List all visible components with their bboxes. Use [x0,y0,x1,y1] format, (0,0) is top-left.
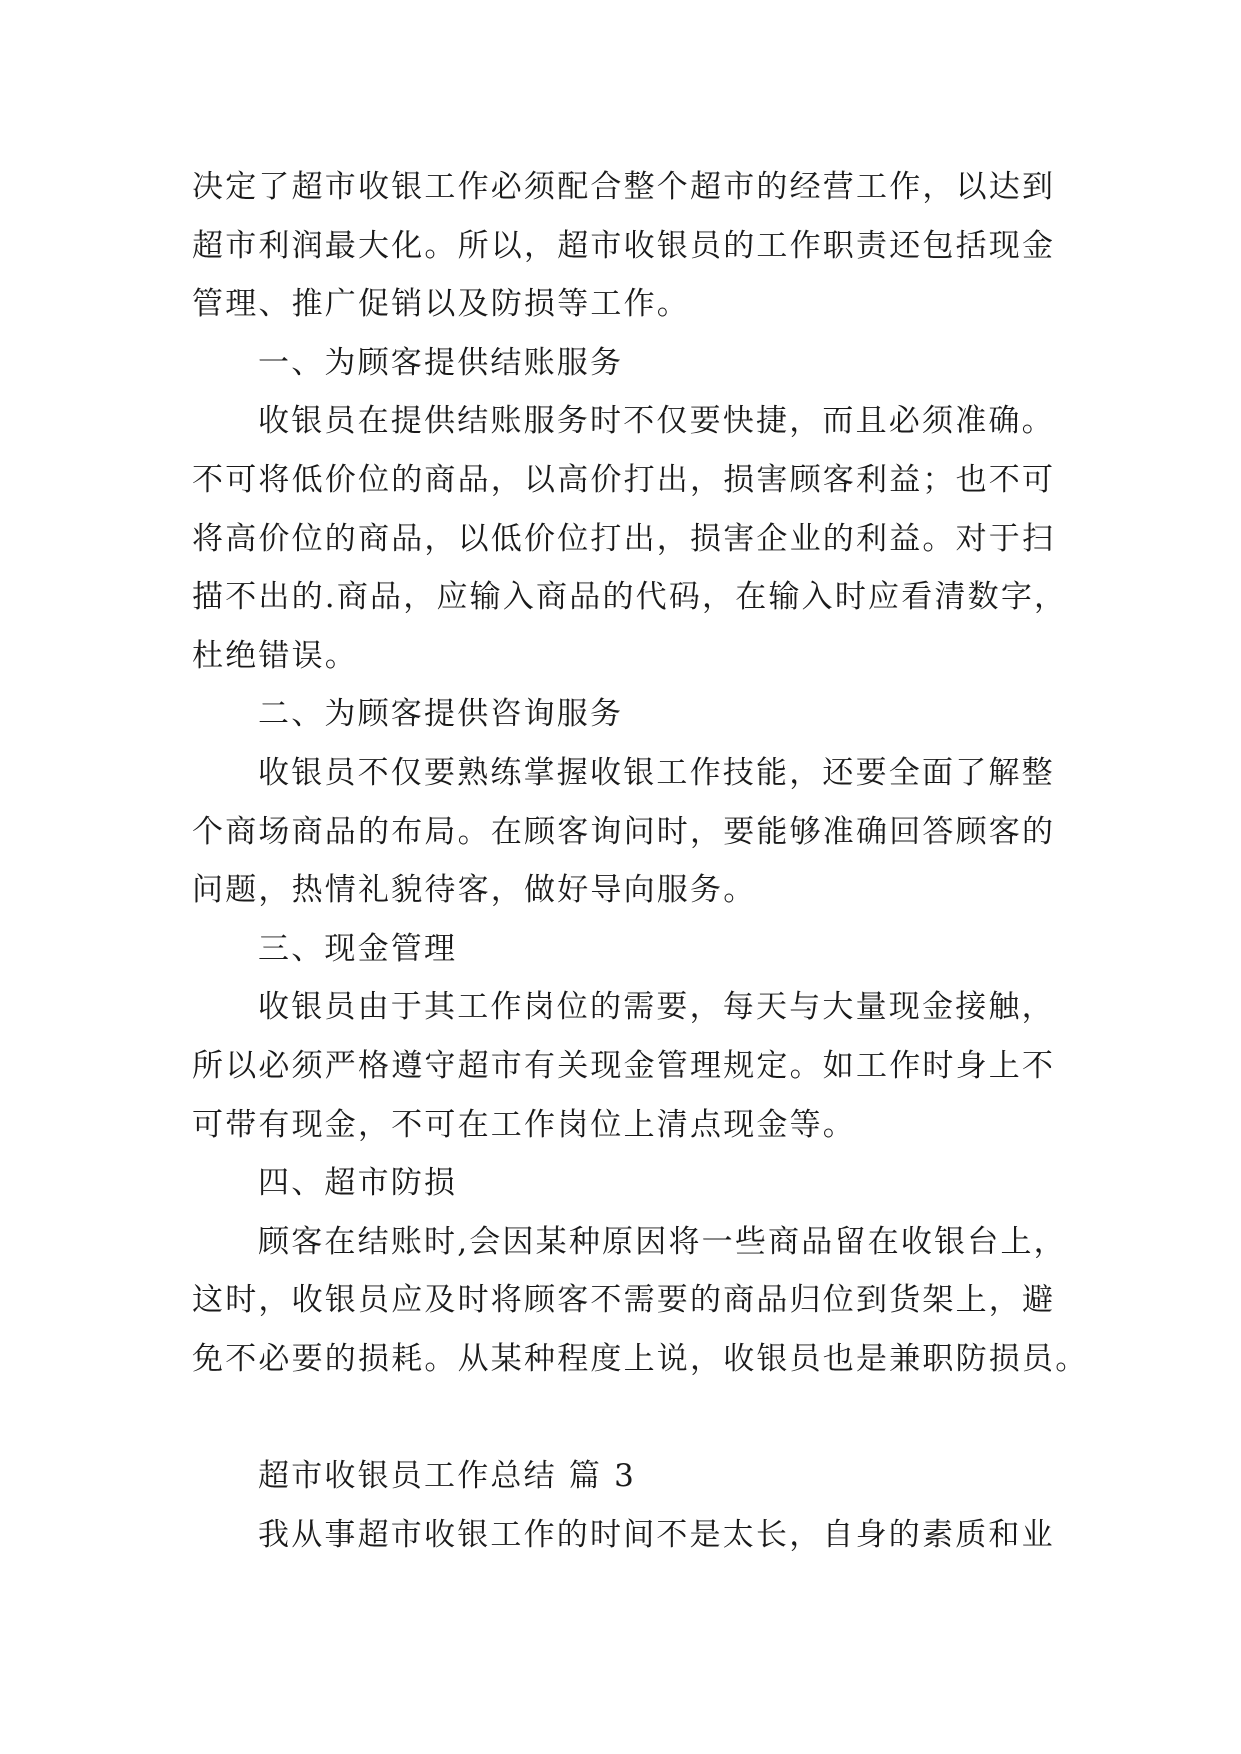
section-heading-2: 二、为顾客提供咨询服务 [258,696,624,733]
paragraph-line: 收银员由于其工作岗位的需要，每天与大量现金接触， [258,989,1055,1026]
paragraph-line: 不可将低价位的商品，以高价打出，损害顾客利益；也不可 [192,461,1056,498]
paragraph-line: 顾客在结账时,会因某种原因将一些商品留在收银台上， [258,1223,1067,1260]
paragraph-line: 将高价位的商品，以低价位打出，损害企业的利益。对于扫 [192,520,1056,557]
paragraph-line: 收银员不仅要熟练掌握收银工作技能，还要全面了解整 [258,754,1055,791]
paragraph-line: 所以必须严格遵守超市有关现金管理规定。如工作时身上不 [192,1047,1056,1084]
article-title: 超市收银员工作总结 篇 3 [258,1458,637,1495]
paragraph-line: 这时，收银员应及时将顾客不需要的商品归位到货架上，避 [192,1282,1056,1319]
section-heading-1: 一、为顾客提供结账服务 [258,344,624,381]
paragraph-line: 描不出的.商品，应输入商品的代码，在输入时应看清数字， [192,579,1068,616]
paragraph-line: 问题，热情礼貌待客，做好导向服务。 [192,872,757,909]
paragraph-line: 可带有现金，不可在工作岗位上清点现金等。 [192,1106,856,1143]
blank-line [192,1388,1054,1447]
paragraph-line: 杜绝错误。 [192,637,358,674]
paragraph-line: 管理、推广促销以及防损等工作。 [192,286,690,323]
paragraph-line: 个商场商品的布局。在顾客询问时，要能够准确回答顾客的 [192,813,1056,850]
section-heading-3: 三、现金管理 [258,930,458,967]
paragraph-line: 决定了超市收银工作必须配合整个超市的经营工作，以达到 [192,169,1056,205]
paragraph-line: 超市利润最大化。所以，超市收银员的工作职责还包括现金 [192,227,1056,264]
document-body [192,158,1089,1564]
paragraph-line: 收银员在提供结账服务时不仅要快捷，而且必须准确。 [258,403,1055,440]
section-heading-4: 四、超市防损 [258,1165,458,1202]
paragraph-line: 免不必要的损耗。从某种程度上说，收银员也是兼职防损员。 [192,1340,1089,1377]
paragraph-line: 我从事超市收银工作的时间不是太长，自身的素质和业 [258,1516,1055,1553]
